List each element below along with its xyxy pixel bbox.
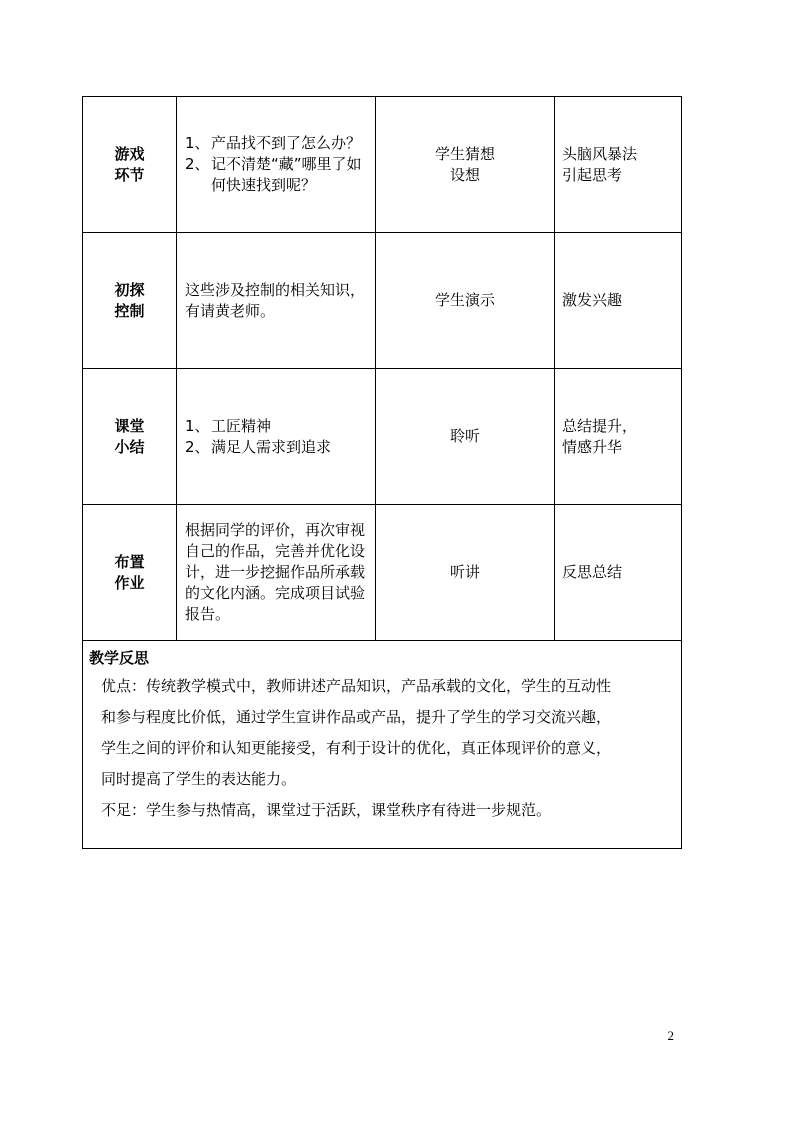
- list-text: 记不清楚“藏”哪里了如何快速找到呢？: [211, 155, 362, 194]
- reflection-line: 同时提高了学生的表达能力。: [101, 770, 297, 788]
- section-title-line: 布置: [114, 552, 145, 571]
- page-number: 2: [667, 1028, 674, 1043]
- student-activity-cell: [376, 369, 555, 505]
- intent-cell: [555, 369, 682, 505]
- list-number: 2、: [185, 155, 210, 173]
- student-activity-cell: [376, 505, 555, 641]
- list-item: [185, 154, 368, 196]
- list-number: 2、: [185, 437, 210, 456]
- lesson-plan-table: [82, 96, 682, 849]
- list-item: [185, 437, 368, 458]
- section-title-line: 初探: [114, 280, 145, 299]
- intent-line: 激发兴趣: [562, 291, 623, 309]
- reflection-line: 不足：学生参与热情高，课堂过于活跃，课堂秩序有待进一步规范。: [101, 801, 552, 819]
- student-activity-line: 设想: [449, 165, 480, 184]
- intent-cell: [555, 233, 682, 369]
- reflection-line: 优点：传统教学模式中，教师讲述产品知识，产品承载的文化，学生的互动性: [101, 677, 612, 695]
- content-cell: [177, 505, 376, 641]
- list-text: 满足人需求到追求: [211, 437, 332, 456]
- intent-line: 情感升华: [562, 437, 623, 456]
- table-row: [83, 233, 682, 369]
- section-title-cell: [83, 369, 177, 505]
- student-activity-line: 听讲: [449, 563, 480, 581]
- section-title-line: 小结: [114, 437, 145, 456]
- intent-line: 头脑风暴法: [562, 144, 638, 163]
- section-title-cell: [83, 505, 177, 641]
- content-list: [185, 416, 368, 458]
- intent-cell: [555, 97, 682, 233]
- content-list: [185, 133, 368, 196]
- list-text: 产品找不到了怎么办？: [211, 134, 362, 152]
- section-title-line: 作业: [114, 573, 145, 592]
- table-row: [83, 97, 682, 233]
- section-title-cell: [83, 233, 177, 369]
- student-activity-line: 学生猜想: [434, 144, 495, 163]
- reflection-line: 和参与程度比价低，通过学生宣讲作品或产品，提升了学生的学习交流兴趣，: [101, 708, 612, 726]
- intent-cell: [555, 505, 682, 641]
- reflection-cell: [83, 641, 682, 849]
- list-number: 1、: [185, 416, 210, 435]
- section-title-line: 课堂: [114, 416, 145, 435]
- student-activity-cell: [376, 233, 555, 369]
- list-item: [185, 133, 368, 154]
- reflection-row: [83, 641, 682, 849]
- content-cell: [177, 97, 376, 233]
- list-text: 工匠精神: [211, 416, 272, 435]
- section-title-cell: [83, 97, 177, 233]
- table-row: [83, 505, 682, 641]
- student-activity-line: 聆听: [449, 427, 480, 445]
- list-item: [185, 416, 368, 437]
- section-title-line: 环节: [114, 165, 145, 184]
- table-row: [83, 369, 682, 505]
- student-activity-line: 学生演示: [434, 291, 495, 309]
- list-number: 1、: [185, 134, 210, 152]
- content-text: 根据同学的评价，再次审视自己的作品，完善并优化设计，进一步挖掘作品所承载的文化内涵。完成项目试验报告。: [185, 521, 366, 623]
- reflection-title: 教学反思: [89, 649, 150, 667]
- student-activity-cell: [376, 97, 555, 233]
- section-title-line: 游戏: [114, 144, 145, 163]
- reflection-line: 学生之间的评价和认知更能接受，有利于设计的优化，真正体现评价的意义，: [101, 739, 612, 757]
- content-text: 这些涉及控制的相关知识，有请黄老师。: [185, 280, 366, 320]
- intent-line: 反思总结: [562, 563, 623, 581]
- content-cell: [177, 233, 376, 369]
- intent-line: 引起思考: [562, 165, 623, 184]
- section-title-line: 控制: [114, 301, 145, 320]
- intent-line: 总结提升，: [562, 416, 638, 435]
- content-cell: [177, 369, 376, 505]
